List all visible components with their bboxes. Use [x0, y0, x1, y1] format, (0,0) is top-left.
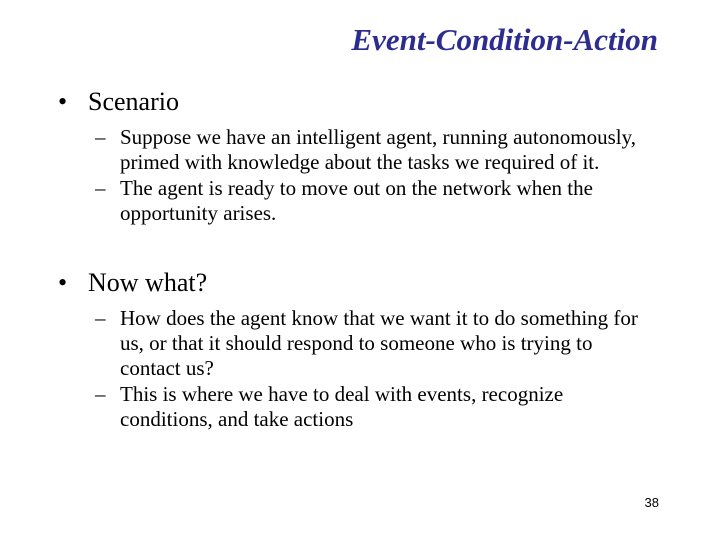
sub-item-text: The agent is ready to move out on the network when the opportunity arises.	[120, 176, 593, 225]
sub-item-text: How does the agent know that we want it to do something for us, or that it should respond to someone who is trying to contact us?	[120, 306, 638, 380]
dash-marker: –	[95, 306, 106, 330]
bullet-item	[58, 268, 658, 298]
slide-title: Event-Condition-Action	[351, 22, 658, 57]
dash-marker: –	[95, 382, 106, 406]
sub-list	[58, 306, 658, 432]
sub-item	[58, 382, 658, 432]
bullet-text: Scenario	[88, 87, 179, 116]
page-number: 38	[644, 495, 659, 510]
bullet-marker: •	[58, 268, 68, 297]
sub-item	[58, 125, 658, 175]
sub-item-text: This is where we have to deal with events, recognize conditions, and take actions	[120, 382, 564, 431]
bullet-text: Now what?	[88, 268, 208, 297]
bullet-marker: •	[58, 87, 68, 116]
dash-marker: –	[95, 176, 106, 200]
bullet-section-now-what	[58, 268, 658, 433]
sub-item-text: Suppose we have an intelligent agent, running autonomously, primed with knowledge about the tasks we required of it.	[120, 125, 636, 174]
bullet-item	[58, 87, 658, 117]
sub-item	[58, 176, 658, 226]
sub-list	[58, 125, 658, 226]
bullet-section-scenario	[58, 87, 658, 227]
sub-item	[58, 306, 658, 381]
dash-marker: –	[95, 125, 106, 149]
